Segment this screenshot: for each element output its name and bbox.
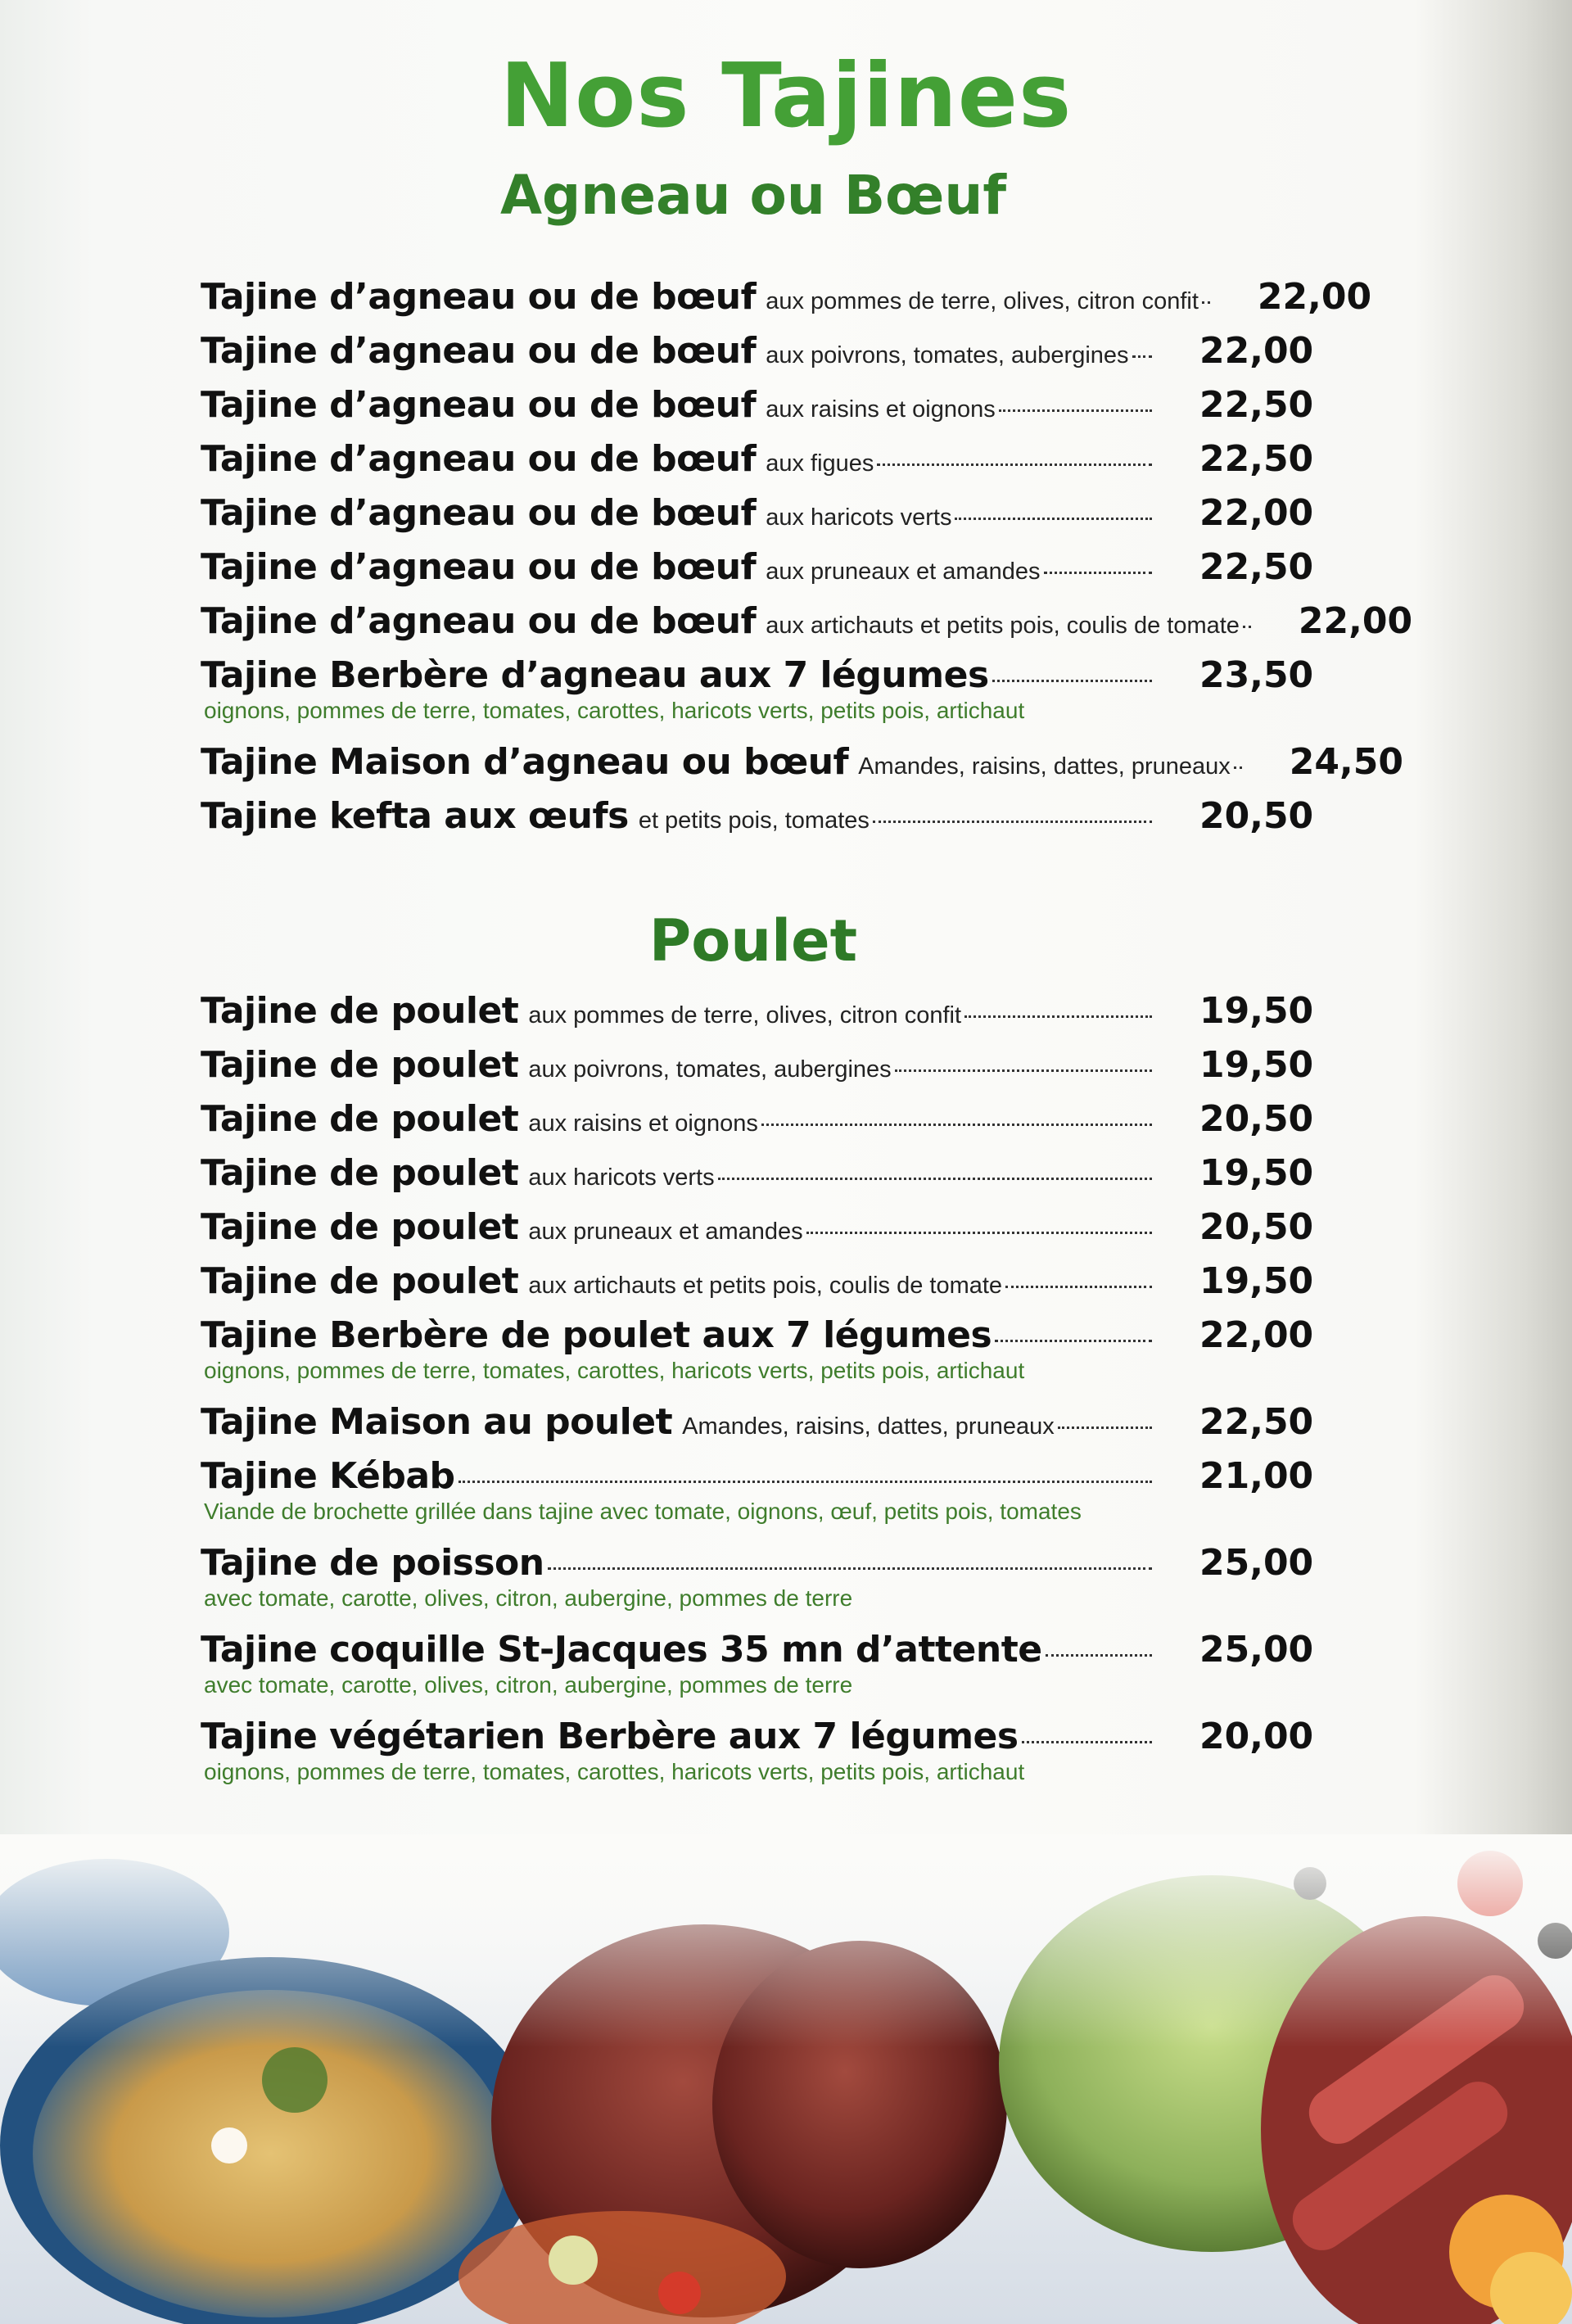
dish-name: Tajine de poulet (201, 1206, 519, 1248)
menu-item (201, 735, 1403, 789)
dish-name: Tajine kefta aux œufs (201, 795, 629, 837)
dot-leader (964, 1015, 1152, 1018)
dot-leader (1044, 571, 1152, 574)
menu-item-row (201, 1200, 1314, 1255)
menu-item-row (201, 1092, 1314, 1146)
dish-price: 25,00 (1199, 1629, 1314, 1671)
dish-name: Tajine Maison au poulet (201, 1401, 673, 1443)
menu-item-row (201, 540, 1314, 595)
dish-description: aux pommes de terre, olives, citron confit (766, 288, 1199, 314)
dish-price: 25,00 (1199, 1542, 1314, 1584)
dish-description: aux artichauts et petits pois, coulis de tomate (766, 613, 1240, 639)
dot-leader (895, 1069, 1152, 1072)
dish-description: Amandes, raisins, dattes, pruneaux (682, 1413, 1055, 1440)
dish-name: Tajine de poulet (201, 1260, 519, 1302)
menu-item (201, 1309, 1314, 1395)
dish-name: Tajine végétarien Berbère aux 7 légumes (201, 1716, 1019, 1757)
menu-item (201, 1255, 1314, 1309)
section-title-agneau: Agneau ou Bœuf (499, 164, 1007, 227)
dot-leader (1022, 1740, 1152, 1743)
dot-leader (1234, 766, 1242, 769)
dish-name: Tajine d’agneau ou de bœuf (201, 438, 757, 480)
dish-price: 22,00 (1199, 492, 1314, 534)
menu-item-row (201, 1255, 1314, 1309)
menu-item (201, 1536, 1314, 1623)
dish-price: 21,00 (1199, 1455, 1314, 1497)
page-title: Nos Tajines (499, 45, 1073, 147)
dot-leader (995, 1339, 1152, 1342)
agneau-menu-list (201, 270, 1413, 843)
menu-item (201, 1038, 1314, 1092)
dish-ingredients: oignons, pommes de terre, tomates, carottes, haricots verts, petits pois, artichaut (204, 1358, 1025, 1383)
dish-price: 19,50 (1199, 1260, 1314, 1302)
menu-item-row (201, 1395, 1314, 1449)
dish-price: 22,00 (1199, 1314, 1314, 1356)
dish-name: Tajine d’agneau ou de bœuf (201, 276, 757, 318)
food-photo-banner (0, 1834, 1572, 2324)
menu-item (201, 595, 1413, 649)
dot-leader (1058, 1426, 1152, 1429)
dot-leader (806, 1231, 1152, 1234)
dish-name: Tajine Kébab (201, 1455, 455, 1497)
dot-leader (1046, 1653, 1152, 1657)
dish-ingredients: oignons, pommes de terre, tomates, carottes, haricots verts, petits pois, artichaut (204, 698, 1025, 723)
menu-item-row (201, 432, 1314, 486)
menu-item-row (201, 486, 1314, 540)
menu-item (201, 378, 1314, 432)
dish-price: 22,50 (1199, 546, 1314, 588)
dish-description: aux pruneaux et amandes (528, 1219, 803, 1245)
dish-name: Tajine de poisson (201, 1542, 544, 1584)
dish-description: aux pommes de terre, olives, citron confit (528, 1002, 962, 1029)
dish-price: 22,00 (1257, 276, 1372, 318)
dish-price: 22,50 (1199, 384, 1314, 426)
section-title-poulet: Poulet (648, 907, 858, 974)
dot-leader (1005, 1285, 1152, 1288)
dish-name: Tajine de poulet (201, 1098, 519, 1140)
dot-leader (718, 1177, 1152, 1180)
menu-item (201, 432, 1314, 486)
dot-leader (458, 1480, 1152, 1483)
dish-description: aux raisins et oignons (766, 396, 996, 423)
dish-ingredients: avec tomate, carotte, olives, citron, aubergine, pommes de terre (204, 1585, 853, 1611)
menu-item (201, 486, 1314, 540)
dish-name: Tajine Berbère d’agneau aux 7 légumes (201, 654, 989, 696)
dish-description: aux poivrons, tomates, aubergines (766, 342, 1129, 368)
menu-item (201, 984, 1314, 1038)
dish-description: aux figues (766, 450, 874, 477)
dish-name: Tajine d’agneau ou de bœuf (201, 600, 757, 642)
menu-item (201, 1395, 1314, 1449)
dish-description: et petits pois, tomates (638, 807, 870, 834)
menu-item (201, 789, 1314, 843)
dish-ingredients: Viande de brochette grillée dans tajine avec tomate, oignons, œuf, petits pois, tomates (204, 1499, 1082, 1524)
dish-description: aux pruneaux et amandes (766, 558, 1041, 585)
menu-item-row (201, 324, 1314, 378)
dot-leader (955, 517, 1152, 520)
dish-name: Tajine d’agneau ou de bœuf (201, 492, 757, 534)
dish-price: 24,50 (1289, 741, 1403, 783)
dish-price: 20,50 (1199, 1206, 1314, 1248)
dish-name: Tajine d’agneau ou de bœuf (201, 546, 757, 588)
menu-item-row (201, 1038, 1314, 1092)
dot-leader (761, 1123, 1152, 1126)
dish-price: 19,50 (1199, 990, 1314, 1032)
dish-description: aux artichauts et petits pois, coulis de tomate (528, 1273, 1003, 1299)
dish-price: 19,50 (1199, 1152, 1314, 1194)
menu-item (201, 649, 1314, 735)
dot-leader (877, 463, 1152, 466)
menu-item (201, 1092, 1314, 1146)
menu-item-row (201, 735, 1403, 789)
dish-name: Tajine d’agneau ou de bœuf (201, 330, 757, 372)
dish-price: 22,50 (1199, 1401, 1314, 1443)
menu-item-row (201, 789, 1314, 843)
dish-description: aux haricots verts (528, 1164, 715, 1191)
dish-description: Amandes, raisins, dattes, pruneaux (858, 753, 1231, 780)
dish-name: Tajine de poulet (201, 1152, 519, 1194)
menu-item-row (201, 270, 1372, 324)
dish-ingredients: oignons, pommes de terre, tomates, carottes, haricots verts, petits pois, artichaut (204, 1759, 1025, 1784)
dot-leader (1243, 625, 1251, 628)
dish-ingredients: avec tomate, carotte, olives, citron, aubergine, pommes de terre (204, 1672, 853, 1698)
dish-price: 20,00 (1199, 1716, 1314, 1757)
dot-leader (873, 820, 1152, 823)
dot-leader (992, 679, 1152, 682)
menu-item-row (201, 378, 1314, 432)
menu-item (201, 540, 1314, 595)
dish-description: aux raisins et oignons (528, 1110, 758, 1137)
menu-item (201, 1449, 1314, 1536)
dish-name: Tajine de poulet (201, 1044, 519, 1086)
dish-price: 19,50 (1199, 1044, 1314, 1086)
dot-leader (1132, 355, 1152, 358)
dish-name: Tajine Berbère de poulet aux 7 légumes (201, 1314, 992, 1356)
menu-item (201, 1146, 1314, 1200)
dish-description: aux haricots verts (766, 504, 952, 531)
menu-item (201, 1200, 1314, 1255)
dot-leader (999, 409, 1152, 412)
menu-item (201, 270, 1372, 324)
menu-item-row (201, 1146, 1314, 1200)
poulet-menu-list (201, 984, 1314, 1797)
dish-price: 22,50 (1199, 438, 1314, 480)
dish-name: Tajine d’agneau ou de bœuf (201, 384, 757, 426)
dish-description: aux poivrons, tomates, aubergines (528, 1056, 892, 1083)
menu-item-row (201, 595, 1413, 649)
dish-name: Tajine coquille St-Jacques 35 mn d’attente (201, 1629, 1042, 1671)
menu-item (201, 324, 1314, 378)
dish-price: 23,50 (1199, 654, 1314, 696)
dish-name: Tajine de poulet (201, 990, 519, 1032)
dish-price: 20,50 (1199, 1098, 1314, 1140)
dish-price: 22,00 (1298, 600, 1413, 642)
menu-item (201, 1623, 1314, 1710)
dot-leader (548, 1567, 1152, 1570)
dish-name: Tajine Maison d’agneau ou bœuf (201, 741, 849, 783)
menu-item (201, 1710, 1314, 1797)
dish-price: 20,50 (1199, 795, 1314, 837)
dish-price: 22,00 (1199, 330, 1314, 372)
menu-item-row (201, 984, 1314, 1038)
dot-leader (1202, 301, 1210, 304)
